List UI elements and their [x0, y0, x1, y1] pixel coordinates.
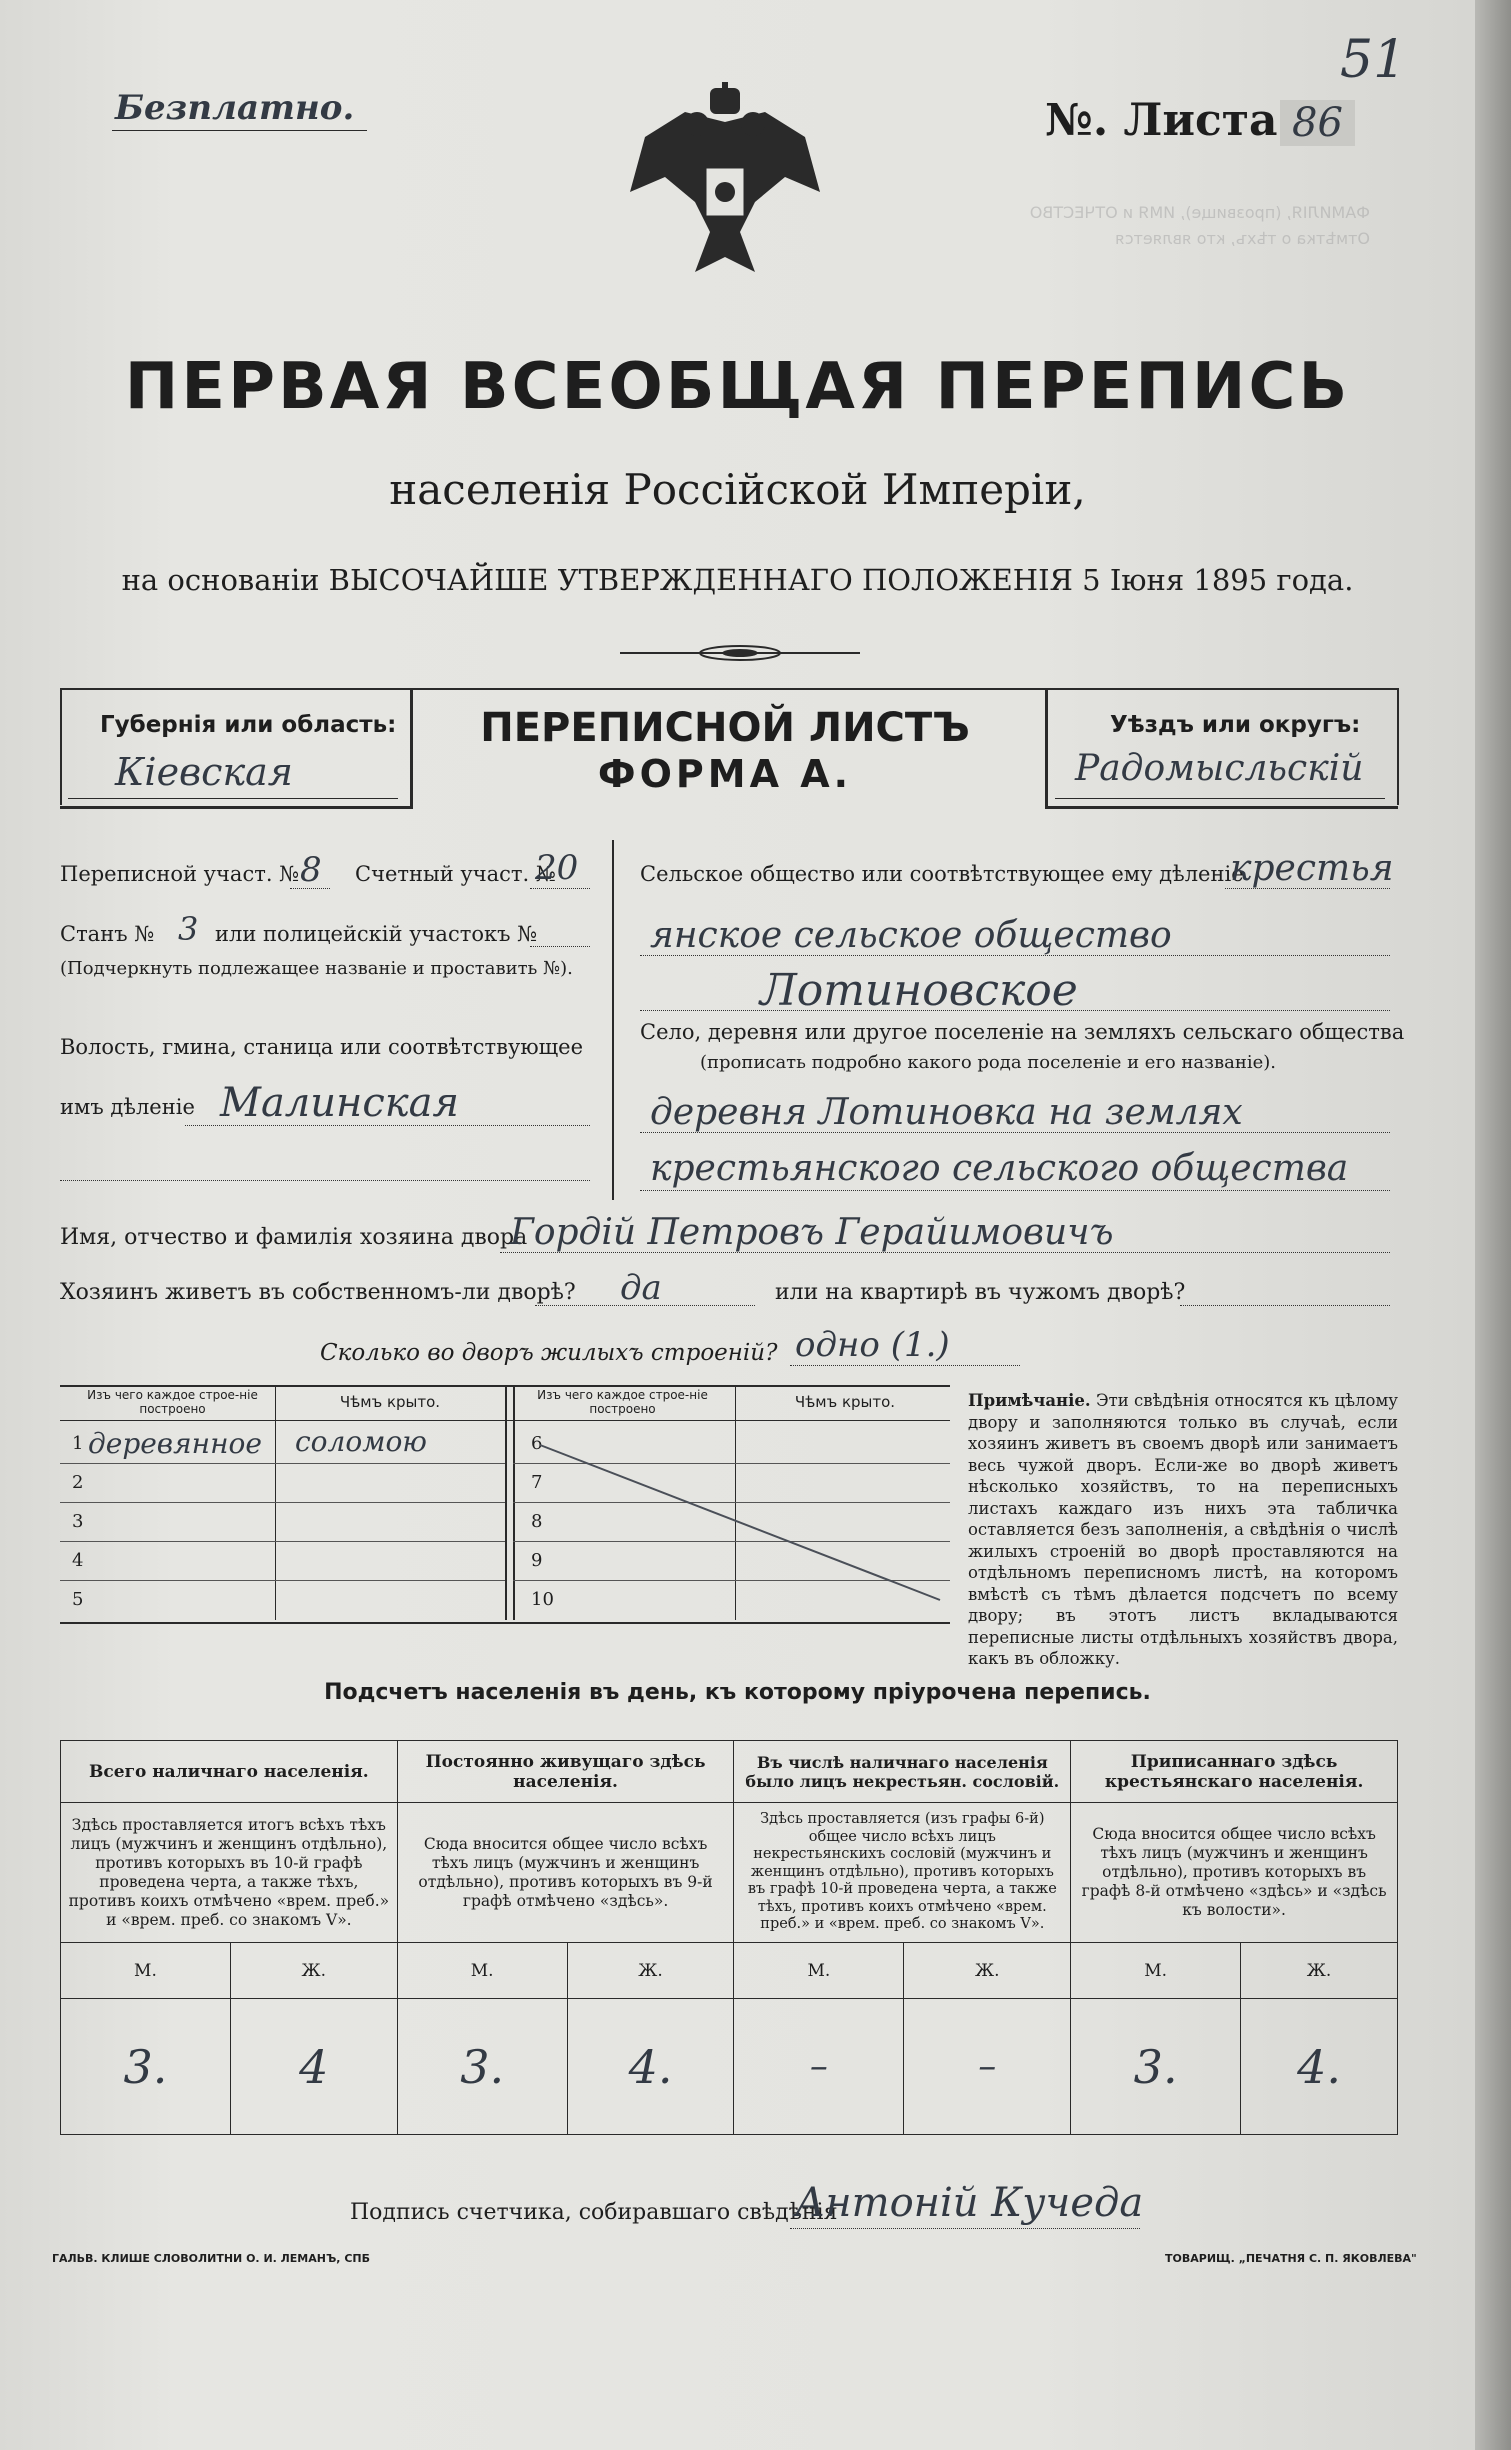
count-section-value: 20: [535, 848, 579, 888]
subtitle: населенія Россійской Имперіи,: [389, 465, 1086, 514]
own-yard-line: [535, 1305, 755, 1306]
volost-label: Волость, гмина, станица или соотвѣтствующее: [60, 1035, 584, 1059]
male-header: М.: [1071, 1943, 1241, 1999]
left-material-header: Изъ чего каждое строе-ніе построено: [87, 1388, 258, 1416]
volost-line: [185, 1125, 590, 1126]
district-value: Радомысльскій: [1075, 748, 1364, 789]
volost-value: Малинская: [220, 1080, 460, 1126]
buildings-header-line: [60, 1420, 950, 1421]
stan-label: Станъ №: [60, 922, 155, 946]
sheet-number: 86: [1280, 100, 1355, 146]
volost-label-2: имъ дѣленіе: [60, 1095, 195, 1119]
owner-name-line: [500, 1252, 1390, 1253]
form-subtitle: ФОРМА А.: [597, 752, 853, 796]
row-number: 9: [531, 1550, 543, 1571]
own-yard-label: Хозяинъ живетъ въ собственномъ-ли дворѣ?: [60, 1280, 576, 1305]
row-number: 6: [531, 1433, 543, 1454]
count-value-male-1: 3.: [61, 1999, 231, 2135]
owner-name-value: Гордій Петровъ Герайимовичъ: [510, 1212, 1114, 1253]
buildings-value: одно (1.): [795, 1325, 950, 1365]
male-header: М.: [61, 1943, 231, 1999]
district-underline: [1055, 798, 1385, 799]
village-line-2: [640, 1190, 1390, 1191]
count-title: Подсчетъ населенія въ день, къ которому пріурочена перепись.: [324, 1680, 1151, 1705]
bleed-through: ФАМИЛІЯ, (прозвище), ИМЯ и ОТЧЕСТВО Отмѣтка о тѣхъ, кто является: [1029, 203, 1370, 248]
society-line-3: [640, 1010, 1390, 1011]
count-section-label: Счетный участ. №: [355, 862, 556, 886]
strike-through-mark: [530, 1440, 950, 1610]
buildings-label: Сколько во дворъ жилыхъ строеній?: [320, 1340, 778, 1366]
free-label: Безплатно.: [115, 88, 355, 128]
form-title: ПЕРЕПИСНОЙ ЛИСТЪ: [480, 705, 970, 751]
count-value-female-1: 4: [230, 1999, 397, 2135]
village-value-1: деревня Лотиновка на землях: [650, 1092, 1243, 1133]
footer-left: ГАЛЬВ. КЛИШЕ СЛОВОЛИТНИ О. И. ЛЕМАНЪ, СПБ: [52, 2252, 370, 2265]
count-col-desc-1: Здѣсь проставляется итогъ всѣхъ тѣхъ лицъ (мужчинъ и женщинъ отдѣльно), противъ которыхъ въ 10-й графѣ проведена черта, а также тѣхъ, противъ коихъ отмѣчено «врем. преб.» и «врем. преб. со знакомъ V».: [61, 1803, 398, 1943]
district-label: Уѣздъ или округъ:: [1110, 712, 1361, 738]
society-line-1: [1225, 888, 1390, 889]
note-text: Эти свѣдѣнія относятся къ цѣлому двору и заполняются только въ случаѣ, если хозяинъ живетъ въ своемъ дворѣ или занимаетъ весь чужой дворъ. Если-же во дворѣ живетъ нѣсколько хозяйствъ, то на переписныхъ листахъ каждаго изъ нихъ эта табличка оставляется безъ заполненія, а свѣдѣнія о числѣ жилыхъ строеній во дворѣ проставляются на отдѣльномъ переписномъ листѣ, на которомъ вмѣстѣ съ тѣмъ дѣлается подсчетъ по всему двору; въ этотъ листъ вкладываются переписные листы отдѣльныхъ хозяйствъ двора, какъ въ обложку.: [968, 1391, 1398, 1668]
rent-yard-label: или на квартирѣ въ чужомъ дворѣ?: [775, 1280, 1186, 1305]
male-header: М.: [734, 1943, 904, 1999]
signature-line: [790, 2228, 1140, 2229]
left-building-rows: [60, 1425, 505, 1619]
signature-label: Подпись счетчика, собиравшаго свѣдѣнія: [350, 2200, 838, 2225]
female-header: Ж.: [567, 1943, 734, 1999]
female-header: Ж.: [904, 1943, 1071, 1999]
count-col-head-1: Всего наличнаго населенія.: [61, 1741, 398, 1803]
rent-yard-line: [1180, 1305, 1390, 1306]
count-value-female-2: 4.: [567, 1999, 734, 2135]
row-number: 1: [72, 1433, 84, 1454]
count-value-male-3: –: [734, 1999, 904, 2135]
count-col-head-2: Постоянно живущаго здѣсь населенія.: [397, 1741, 734, 1803]
count-value-female-4: 4.: [1241, 1999, 1398, 2135]
count-col-head-4: Приписаннаго здѣсь крестьянскаго населенія.: [1071, 1741, 1398, 1803]
female-header: Ж.: [1241, 1943, 1398, 1999]
row-material: деревянное: [88, 1427, 262, 1460]
row-number: 2: [72, 1472, 84, 1493]
village-note: (прописать подробно какого рода поселеніе и его названіе).: [700, 1052, 1276, 1073]
building-row: [60, 1581, 505, 1619]
census-section-line: [290, 888, 330, 889]
owner-name-label: Имя, отчество и фамилія хозяина двора: [60, 1225, 528, 1250]
row-number: 3: [72, 1511, 84, 1532]
province-underline: [68, 798, 398, 799]
police-label: или полицейскій участокъ №: [215, 922, 538, 946]
own-yard-value: да: [620, 1268, 662, 1308]
building-row: [60, 1425, 505, 1464]
ornament-divider: [620, 643, 860, 663]
female-header: Ж.: [230, 1943, 397, 1999]
count-value-male-4: 3.: [1071, 1999, 1241, 2135]
imperial-eagle-icon: [625, 82, 825, 292]
village-line-1: [640, 1132, 1390, 1133]
building-row: [60, 1503, 505, 1542]
village-value-2: крестьянского сельского общества: [650, 1148, 1349, 1189]
building-row: [60, 1542, 505, 1581]
province-value: Кіевская: [115, 750, 293, 794]
society-value-2: янское сельское общество: [650, 915, 1172, 956]
row-roof: соломою: [295, 1425, 427, 1458]
right-material-header: Изъ чего каждое строе-ніе построено: [537, 1388, 708, 1416]
note-head: Примѣчаніе.: [968, 1391, 1091, 1410]
society-label: Сельское общество или соотвѣтствующее ему дѣленіе: [640, 862, 1244, 886]
row-number: 5: [72, 1589, 84, 1610]
count-col-desc-3: Здѣсь проставляется (изъ графы 6-й) общее число всѣхъ лицъ некрестьянскихъ сословій (мужчинъ и женщинъ отдѣльно), противъ которыхъ въ графѣ 10-й проведена черта, а также тѣхъ, противъ коихъ отмѣчено «врем. преб.» и «врем. преб. со знакомъ V».: [734, 1803, 1071, 1943]
row-number: 7: [531, 1472, 543, 1493]
sheet-label: №. Листа: [1045, 95, 1278, 146]
archive-number: 51: [1340, 30, 1407, 90]
stan-value: 3: [178, 910, 199, 948]
population-count-table: [60, 1740, 1398, 2135]
signature-value: Антоній Кучеда: [795, 2180, 1144, 2226]
row-number: 8: [531, 1511, 543, 1532]
count-value-male-2: 3.: [397, 1999, 567, 2135]
footer-right: ТОВАРИЩ. „ПЕЧАТНЯ С. П. ЯКОВЛЕВА": [1165, 2252, 1417, 2265]
count-section-line: [530, 888, 590, 889]
section-divider: [612, 840, 614, 1200]
society-value-3: Лотиновское: [760, 965, 1078, 1016]
count-col-desc-4: Сюда вносится общее число всѣхъ тѣхъ лицъ (мужчинъ и женщинъ отдѣльно), противъ которыхъ въ графѣ 8-й отмѣчено «здѣсь» и «здѣсь къ волости».: [1071, 1803, 1398, 1943]
row-number: 10: [531, 1589, 554, 1610]
left-roof-header: Чѣмъ крыто.: [339, 1393, 441, 1411]
census-section-value: 8: [300, 850, 322, 890]
village-label: Село, деревня или другое поселеніе на земляхъ сельскаго общества: [640, 1020, 1405, 1044]
province-label: Губернія или область:: [100, 712, 397, 738]
count-value-female-3: –: [904, 1999, 1071, 2135]
right-roof-header: Чѣмъ крыто.: [794, 1393, 896, 1411]
volost-line-2: [60, 1180, 590, 1181]
buildings-note: [968, 1390, 1398, 1670]
count-col-head-3: Въ числѣ наличнаго населенія было лицъ некрестьян. сословій.: [734, 1741, 1071, 1803]
free-underline: [112, 130, 367, 131]
building-row: [60, 1464, 505, 1503]
row-number: 4: [72, 1550, 84, 1571]
main-title: ПЕРВАЯ ВСЕОБЩАЯ ПЕРЕПИСЬ: [124, 350, 1351, 424]
paper-stack-edge: [1475, 0, 1511, 2450]
buildings-line: [790, 1365, 1020, 1366]
society-line-2: [640, 955, 1390, 956]
count-col-desc-2: Сюда вносится общее число всѣхъ тѣхъ лицъ (мужчинъ и женщинъ отдѣльно), противъ которыхъ въ 9-й графѣ отмѣчено «здѣсь».: [397, 1803, 734, 1943]
police-line: [530, 946, 590, 947]
stan-note: (Подчеркнуть подлежащее названіе и проставить №).: [60, 958, 573, 979]
basis-line: на основаніи ВЫСОЧАЙШЕ УТВЕРЖДЕННАГО ПОЛОЖЕНІЯ 5 Іюня 1895 года.: [121, 563, 1354, 597]
census-section-label: Переписной участ. №: [60, 862, 300, 886]
male-header: М.: [397, 1943, 567, 1999]
society-value-1: крестья: [1230, 848, 1394, 889]
